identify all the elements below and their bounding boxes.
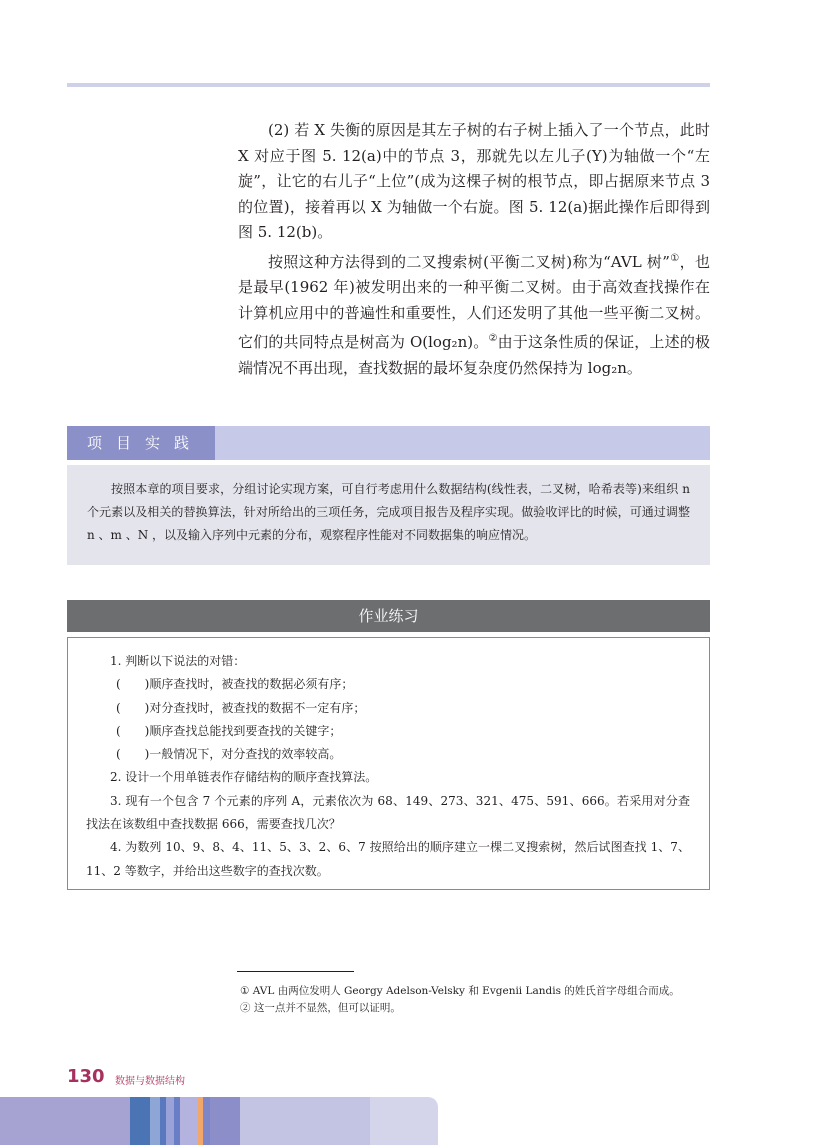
paragraph-2-part-b: ，也是最早(1962 年)被发明出来的一种平衡二叉树。由于高效查找操作在计算机应用中的普遍性和重要性，人们还发明了其他一些平衡二叉树。它们的共同特点是树高为 O(log₂n)。 xyxy=(238,252,710,351)
body-text xyxy=(238,118,710,381)
footnote-2: ② 这一点并不显然，但可以证明。 xyxy=(240,1002,401,1014)
homework-list xyxy=(86,650,690,883)
project-header-band xyxy=(67,426,710,460)
homework-item: ( )顺序查找总能找到要查找的关键字； xyxy=(116,723,342,738)
homework-item: 1. 判断以下说法的对错： xyxy=(110,654,246,668)
footnote-ref-1[interactable]: ① xyxy=(669,252,680,264)
top-rule xyxy=(67,83,710,87)
homework-item: ( )一般情况下，对分查找的效率较高。 xyxy=(116,747,342,762)
footnote-1: ① AVL 由两位发明人 Georgy Adelson-Velsky 和 Evgenii Landis 的姓氏首字母组合而成。 xyxy=(240,985,680,997)
footnote-rule xyxy=(237,971,354,972)
homework-box xyxy=(67,637,710,890)
paragraph-2-part-a: 按照这种方法得到的二叉搜索树(平衡二叉树)称为“AVL 树” xyxy=(268,252,670,271)
homework-item: ( )顺序查找时，被查找的数据必须有序； xyxy=(116,677,354,692)
project-box xyxy=(67,465,710,565)
homework-title: 作业练习 xyxy=(67,600,710,632)
page-number: 130 xyxy=(67,1066,105,1087)
footnote-ref-2[interactable]: ② xyxy=(488,333,498,344)
project-text: 按照本章的项目要求，分组讨论实现方案，可自行考虑用什么数据结构(线性表，二叉树，哈希表等)来组织 n 个元素以及相关的替换算法，针对所给出的三项任务，完成项目报告及程序实现。做验收评比的时候，可通过调整 n 、m 、N ，以及输入序列中元素的分布，观察程序性能对不同数据集的响应情况。 xyxy=(87,482,690,542)
paragraph-1: (2) 若 X 失衡的原因是其左子树的右子树上插入了一个节点，此时 X 对应于图 5. 12(a)中的节点 3，那就先以左儿子(Y)为轴做一个“左旋”，让它的右儿子“上位”(成为这棵子树的根节点，即占据原来节点 3 的位置)，接着再以 X 为轴做一个右旋。图 5. 12(a)据此操作后即得到图 5. 12(b)。 xyxy=(238,121,710,241)
paragraph-2 xyxy=(238,246,710,382)
homework-item: 2. 设计一个用单链表作存储结构的顺序查找算法。 xyxy=(110,770,378,785)
homework-item: 3. 现有一个包含 7 个元素的序列 A，元素依次为 68、149、273、321、475、591、666。若采用对分查找法在该数组中查找数据 666，需要查找几次？ xyxy=(86,793,690,832)
paragraph-2-part-c: 由于这条性质的保证，上述的极端情况不再出现，查找数据的最坏复杂度仍然保持为 log₂n。 xyxy=(238,333,710,377)
project-title: 项目实践 xyxy=(67,426,215,460)
book-title: 数据与数据结构 xyxy=(115,1076,185,1087)
homework-item: ( )对分查找时，被查找的数据不一定有序； xyxy=(116,700,366,715)
homework-item: 4. 为数列 10、9、8、4、11、5、3、2、6、7 按照给出的顺序建立一棵二叉搜索树，然后试图查找 1、7、11、2 等数字，并给出这些数字的查找次数。 xyxy=(86,840,690,878)
